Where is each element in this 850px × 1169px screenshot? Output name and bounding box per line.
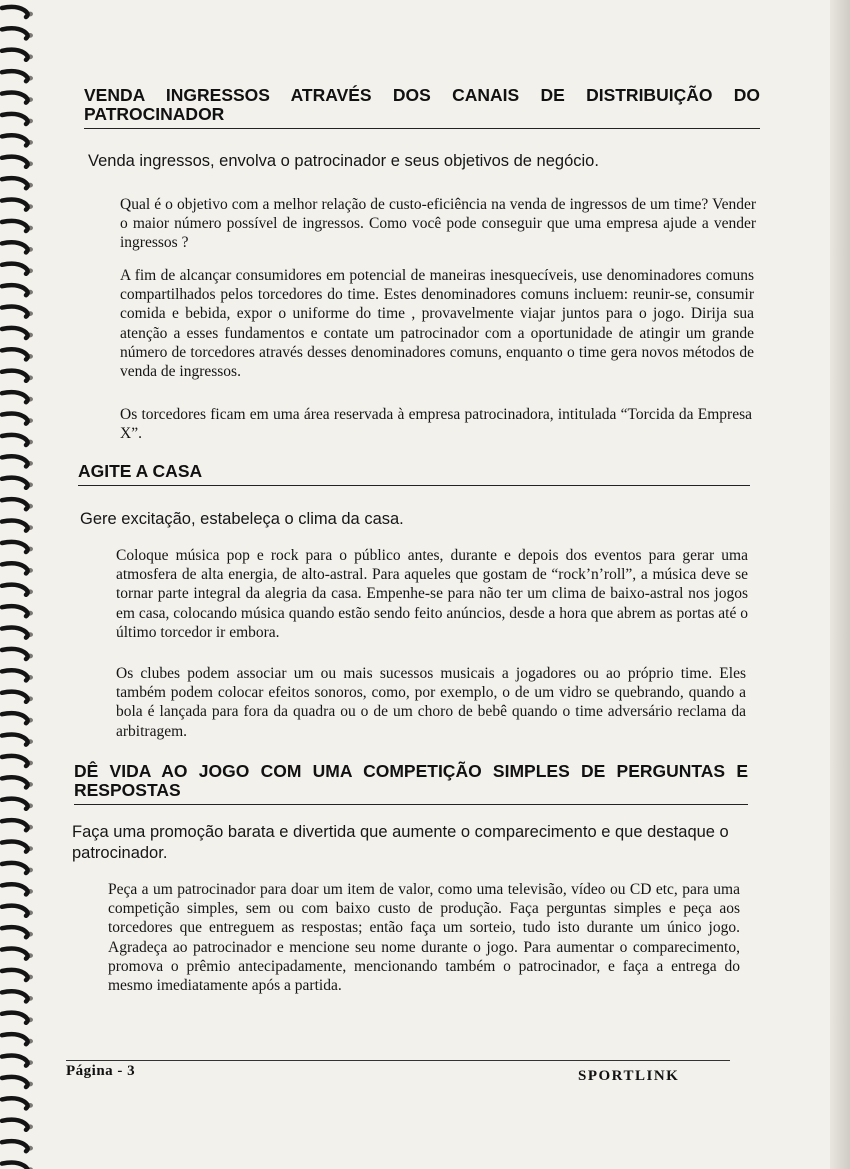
- paragraph-quiz-promotion: Peça a um patrocinador para doar um item de valor, como uma televisão, vídeo ou CD etc, para uma competição simples, sem ou com baixo custo de produção. Faça perguntas simples e peça aos torcedores que entreguem as respostas; então faça um sorteio, tudo isto durante um único jogo. Agradeça ao patrocinador e mencione seu nome durante o jogo. Para aumentar o comparecimento, promova o prêmio antecipadamente, mencionando também o patrocinador, e faça a entrega do mesmo imediatamente após a partida.: [108, 881, 740, 995]
- footer-brand: SPORTLINK: [578, 1068, 680, 1084]
- paragraph-objective: Qual é o objetivo com a melhor relação de custo-eficiência na venda de ingressos de um time? Vender o maior número possível de ingressos. Como você pode conseguir que uma empresa ajude a vender ingressos ?: [120, 196, 756, 252]
- section-intro-ticket-sales: Venda ingressos, envolva o patrocinador e seus objetivos de negócio.: [88, 152, 599, 170]
- section-heading-house: AGITE A CASA: [78, 462, 750, 486]
- paragraph-common-denominators: A fim de alcançar consumidores em potencial de maneiras inesquecíveis, use denominadores comuns compartilhados pelos torcedores do time. Estes denominadores comuns incluem: reunir-se, consumir comida e bebida, expor o uniforme do time , provavelmente viajar juntos para o jogo. Dirija sua atenção a esses fundamentos e contate um patrocinador com a oportunidade de atingir um grande número de torcedores através desses denominadores comuns, enquanto o time gera novos métodos de venda de ingressos.: [120, 267, 754, 381]
- section-heading-quiz: DÊ VIDA AO JOGO COM UMA COMPETIÇÃO SIMPLES DE PERGUNTAS E RESPOSTAS: [74, 762, 748, 805]
- section-heading-ticket-sales: VENDA INGRESSOS ATRAVÉS DOS CANAIS DE DISTRIBUIÇÃO DO PATROCINADOR: [84, 86, 760, 129]
- paragraph-sound-effects: Os clubes podem associar um ou mais sucessos musicais a jogadores ou ao próprio time. Eles também podem colocar efeitos sonoros, como, por exemplo, o de um vidro se quebrando, quando a bola é lançada para fora da quadra ou o de um choro de bebê quando o time adversário reclama da arbitragem.: [116, 665, 746, 740]
- footer-page-number: Página - 3: [66, 1063, 136, 1079]
- paragraph-music: Coloque música pop e rock para o público antes, durante e depois dos eventos para gerar uma atmosfera de alta energia, de alto-astral. Para aqueles que gostam de “rock’n’roll”, a música deve se tornar parte integral da alegria da casa. Empenhe-se para não ter um clima de baixo-astral nos jogos em casa, colocando música quando estão sendo feito anúncios, desde a hora que abrem as portas até o último torcedor ir embora.: [116, 547, 748, 641]
- section-intro-house: Gere excitação, estabeleça o clima da casa.: [80, 510, 404, 528]
- footer-rule: [66, 1060, 730, 1061]
- section-intro-quiz: Faça uma promoção barata e divertida que aumente o comparecimento e que destaque o patrocinador.: [72, 823, 729, 862]
- paragraph-reserved-area: Os torcedores ficam em uma área reservada à empresa patrocinadora, intitulada “Torcida da Empresa X”.: [120, 406, 752, 443]
